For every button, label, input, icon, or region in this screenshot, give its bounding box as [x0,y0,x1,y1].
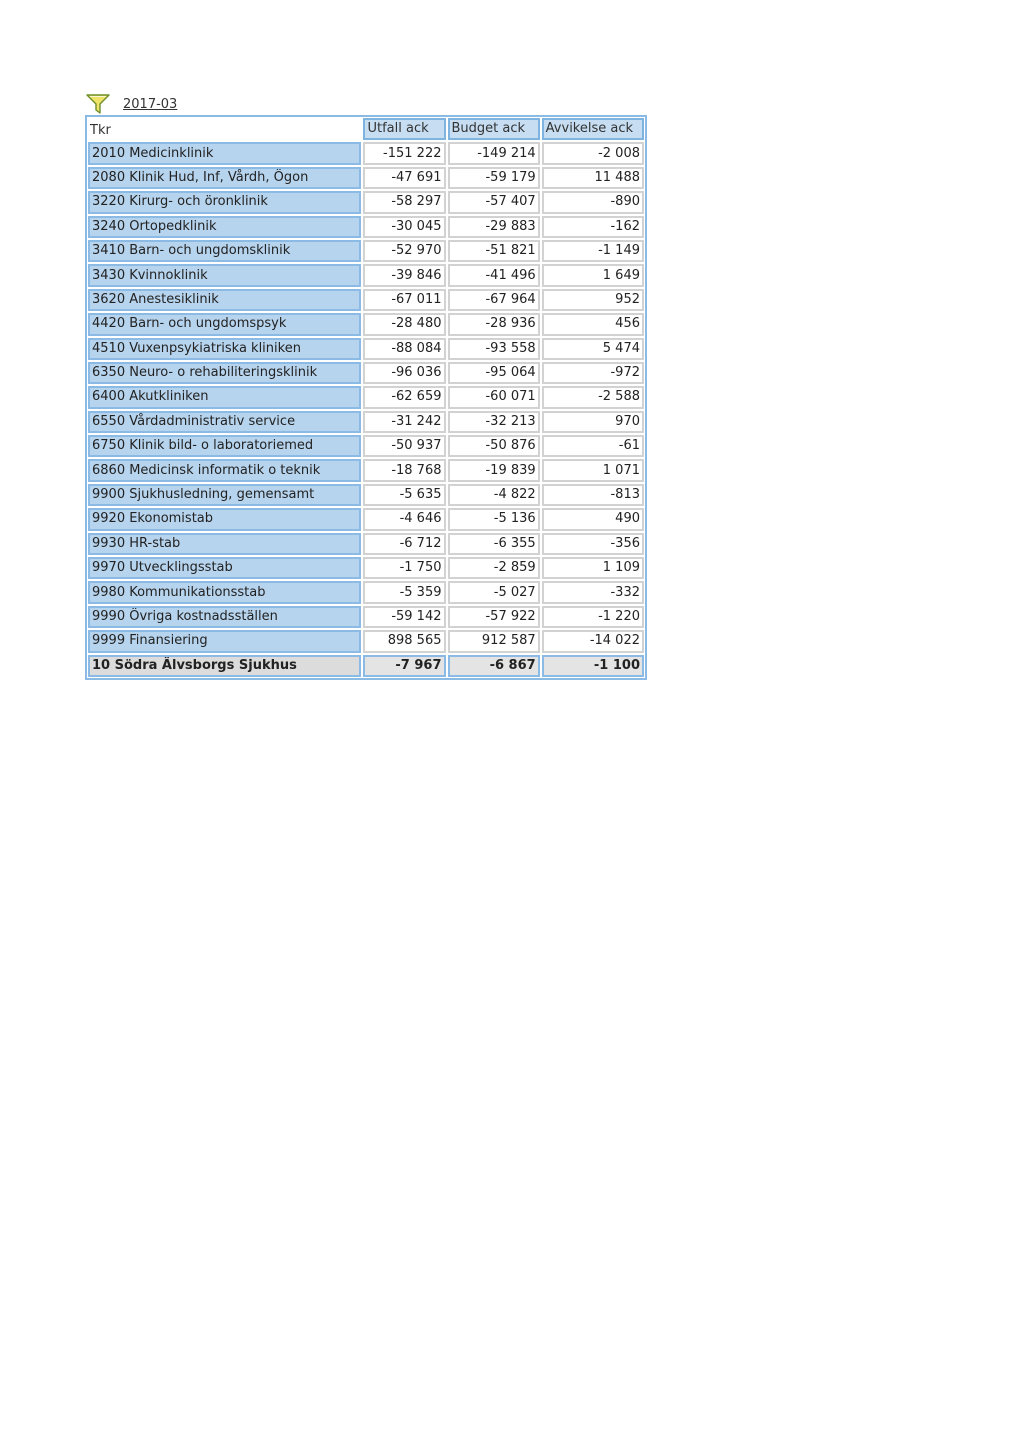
table-row [88,386,644,408]
results-table [86,116,646,679]
row-avvikelse: 952 [542,289,644,311]
total-utfall: -7 967 [363,655,445,677]
row-budget: -19 839 [448,459,540,481]
row-utfall: -30 045 [363,216,445,238]
row-budget: -67 964 [448,289,540,311]
row-utfall: -52 970 [363,240,445,262]
row-avvikelse: -972 [542,362,644,384]
row-name: 9900 Sjukhusledning, gemensamt [88,484,361,506]
unit-label: Tkr [88,118,361,140]
row-avvikelse: -2 008 [542,142,644,164]
column-header-budget: Budget ack [448,118,540,140]
row-avvikelse: -162 [542,216,644,238]
row-budget: -51 821 [448,240,540,262]
report-container [86,92,646,679]
row-name: 3410 Barn- och ungdomsklinik [88,240,361,262]
row-name: 2080 Klinik Hud, Inf, Vårdh, Ögon [88,167,361,189]
row-budget: -93 558 [448,338,540,360]
row-utfall: -62 659 [363,386,445,408]
row-budget: -60 071 [448,386,540,408]
total-name: 10 Södra Älvsborgs Sjukhus [88,655,361,677]
row-utfall: -59 142 [363,606,445,628]
table-row [88,459,644,481]
row-budget: -4 822 [448,484,540,506]
row-name: 9999 Finansiering [88,630,361,652]
row-budget: -5 027 [448,581,540,603]
table-row [88,216,644,238]
row-budget: -50 876 [448,435,540,457]
row-avvikelse: 970 [542,411,644,433]
row-avvikelse: -890 [542,191,644,213]
row-utfall: -18 768 [363,459,445,481]
row-avvikelse: -2 588 [542,386,644,408]
row-budget: -59 179 [448,167,540,189]
row-budget: -5 136 [448,508,540,530]
table-row [88,191,644,213]
row-name: 9980 Kommunikationsstab [88,581,361,603]
row-utfall: -5 635 [363,484,445,506]
row-name: 3620 Anestesiklinik [88,289,361,311]
row-name: 4420 Barn- och ungdomspsyk [88,313,361,335]
row-name: 3240 Ortopedklinik [88,216,361,238]
row-name: 2010 Medicinklinik [88,142,361,164]
row-name: 6550 Vårdadministrativ service [88,411,361,433]
filter-funnel-icon[interactable] [86,93,110,115]
row-budget: -57 922 [448,606,540,628]
table-body [88,142,644,677]
row-name: 9970 Utvecklingsstab [88,557,361,579]
row-avvikelse: -1 220 [542,606,644,628]
table-row [88,289,644,311]
row-avvikelse: 11 488 [542,167,644,189]
row-avvikelse: -61 [542,435,644,457]
table-row [88,557,644,579]
row-budget: -95 064 [448,362,540,384]
row-utfall: -28 480 [363,313,445,335]
row-utfall: -47 691 [363,167,445,189]
row-utfall: -50 937 [363,435,445,457]
table-row [88,581,644,603]
row-name: 9990 Övriga kostnadsställen [88,606,361,628]
row-utfall: -6 712 [363,533,445,555]
row-name: 9930 HR-stab [88,533,361,555]
row-budget: -28 936 [448,313,540,335]
row-name: 6400 Akutkliniken [88,386,361,408]
row-avvikelse: 490 [542,508,644,530]
table-row [88,338,644,360]
row-avvikelse: 1 071 [542,459,644,481]
table-row [88,435,644,457]
table-row [88,533,644,555]
row-budget: -149 214 [448,142,540,164]
table-row [88,264,644,286]
row-utfall: -1 750 [363,557,445,579]
table-row [88,362,644,384]
row-budget: -29 883 [448,216,540,238]
table-row [88,240,644,262]
row-utfall: 898 565 [363,630,445,652]
row-avvikelse: 5 474 [542,338,644,360]
row-name: 6750 Klinik bild- o laboratoriemed [88,435,361,457]
row-name: 9920 Ekonomistab [88,508,361,530]
row-budget: -6 355 [448,533,540,555]
row-avvikelse: -1 149 [542,240,644,262]
row-utfall: -151 222 [363,142,445,164]
row-avvikelse: 1 649 [542,264,644,286]
total-row [88,655,644,677]
row-avvikelse: -332 [542,581,644,603]
table-row [88,411,644,433]
table-row [88,142,644,164]
period-filter-link[interactable]: 2017-03 [123,97,178,112]
table-row [88,606,644,628]
row-name: 6350 Neuro- o rehabiliteringsklinik [88,362,361,384]
row-name: 3430 Kvinnoklinik [88,264,361,286]
row-budget: -41 496 [448,264,540,286]
row-budget: 912 587 [448,630,540,652]
table-row [88,508,644,530]
row-utfall: -58 297 [363,191,445,213]
row-avvikelse: 1 109 [542,557,644,579]
row-utfall: -4 646 [363,508,445,530]
filter-line [86,92,646,116]
row-name: 6860 Medicinsk informatik o teknik [88,459,361,481]
row-budget: -2 859 [448,557,540,579]
row-budget: -57 407 [448,191,540,213]
row-avvikelse: -356 [542,533,644,555]
row-avvikelse: -14 022 [542,630,644,652]
row-utfall: -67 011 [363,289,445,311]
row-avvikelse: 456 [542,313,644,335]
column-header-avvikelse: Avvikelse ack [542,118,644,140]
row-name: 4510 Vuxenpsykiatriska kliniken [88,338,361,360]
row-utfall: -96 036 [363,362,445,384]
row-avvikelse: -813 [542,484,644,506]
row-utfall: -31 242 [363,411,445,433]
row-utfall: -39 846 [363,264,445,286]
row-budget: -32 213 [448,411,540,433]
table-row [88,484,644,506]
row-utfall: -5 359 [363,581,445,603]
table-row [88,167,644,189]
table-row [88,630,644,652]
table-row [88,313,644,335]
total-avvikelse: -1 100 [542,655,644,677]
row-name: 3220 Kirurg- och öronklinik [88,191,361,213]
row-utfall: -88 084 [363,338,445,360]
total-budget: -6 867 [448,655,540,677]
table-header-row [88,118,644,140]
column-header-utfall: Utfall ack [363,118,445,140]
